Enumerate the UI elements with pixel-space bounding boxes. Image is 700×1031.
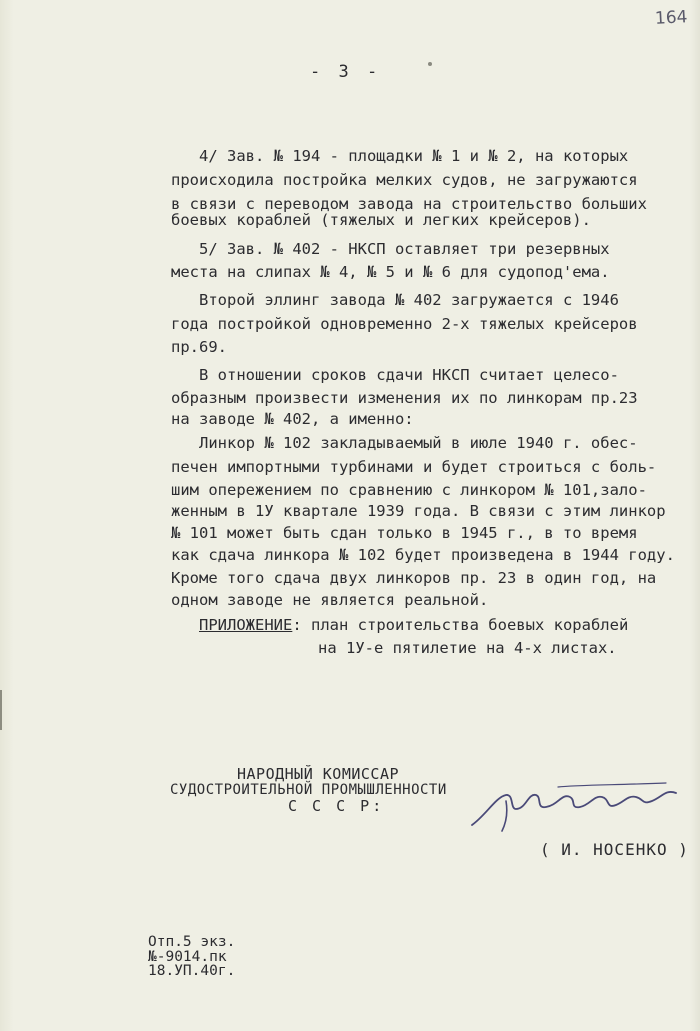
footer-reg-number: №-9014.пк [148,949,227,965]
footer-date: 18.УП.40г. [148,963,236,979]
archive-page-number: 164 [654,7,688,29]
paper-speck [428,62,432,66]
paragraph-8-line: женным в 1У квартале 1939 года. В связи с этим линкор [171,502,666,520]
paragraph-7-line: на заводе № 402, а именно: [171,410,414,428]
paragraph-8-line: № 101 может быть сдан только в 1945 г., в то время [171,524,638,542]
handwritten-signature [466,775,686,835]
paragraph-4-line: в связи с переводом завода на строительство больших [171,195,647,213]
appendix-line [199,616,628,634]
appendix-text: : план строительства боевых кораблей [292,616,629,634]
signature-title: НАРОДНЫЙ КОМИССАР [237,765,400,783]
binding-mark [0,690,2,730]
paragraph-6-line: пр.69. [171,338,227,356]
paragraph-4-line: происходила постройка мелких судов, не загружаются [171,171,638,189]
paragraph-5-line: 5/ Зав. № 402 - НКСП оставляет три резервных [199,240,610,258]
page-number: - 3 - [310,62,382,82]
signature-title: С С С Р: [288,797,385,815]
paragraph-4-line: 4/ Зав. № 194 - площадки № 1 и № 2, на которых [199,147,629,165]
paragraph-7-line: В отношении сроков сдачи НКСП считает целесо- [199,366,619,384]
paragraph-7-line: образным произвести изменения их по линкорам пр.23 [171,389,638,407]
signatory-name: ( И. НОСЕНКО ) [540,840,689,859]
paragraph-8-line: Кроме того сдача двух линкоров пр. 23 в один год, на [171,569,657,587]
paragraph-8-line: печен импортными турбинами и будет строиться с боль- [171,458,657,476]
signature-title: СУДОСТРОИТЕЛЬНОЙ ПРОМЫШЛЕННОСТИ [170,782,447,798]
footer-copies: Отп.5 экз. [148,934,236,950]
paragraph-5-line: места на слипах № 4, № 5 и № 6 для судопод'ема. [171,263,610,281]
paragraph-8-line: как сдача линкора № 102 будет произведена в 1944 году. [171,546,675,564]
paragraph-6-line: Второй эллинг завода № 402 загружается с 1946 [199,291,619,309]
appendix-line: на 1У-е пятилетие на 4-х листах. [318,639,617,657]
paragraph-4-line: боевых кораблей (тяжелых и легких крейсеров). [171,211,591,229]
paragraph-8-line: шим опережением по сравнению с линкором № 101,зало- [171,481,647,499]
paragraph-8-line: Линкор № 102 закладываемый в июле 1940 г. обес- [199,434,638,452]
paragraph-8-line: одном заводе не является реальной. [171,591,489,609]
appendix-label: ПРИЛОЖЕНИЕ [199,616,293,634]
paragraph-6-line: года постройкой одновременно 2-х тяжелых крейсеров [171,315,638,333]
